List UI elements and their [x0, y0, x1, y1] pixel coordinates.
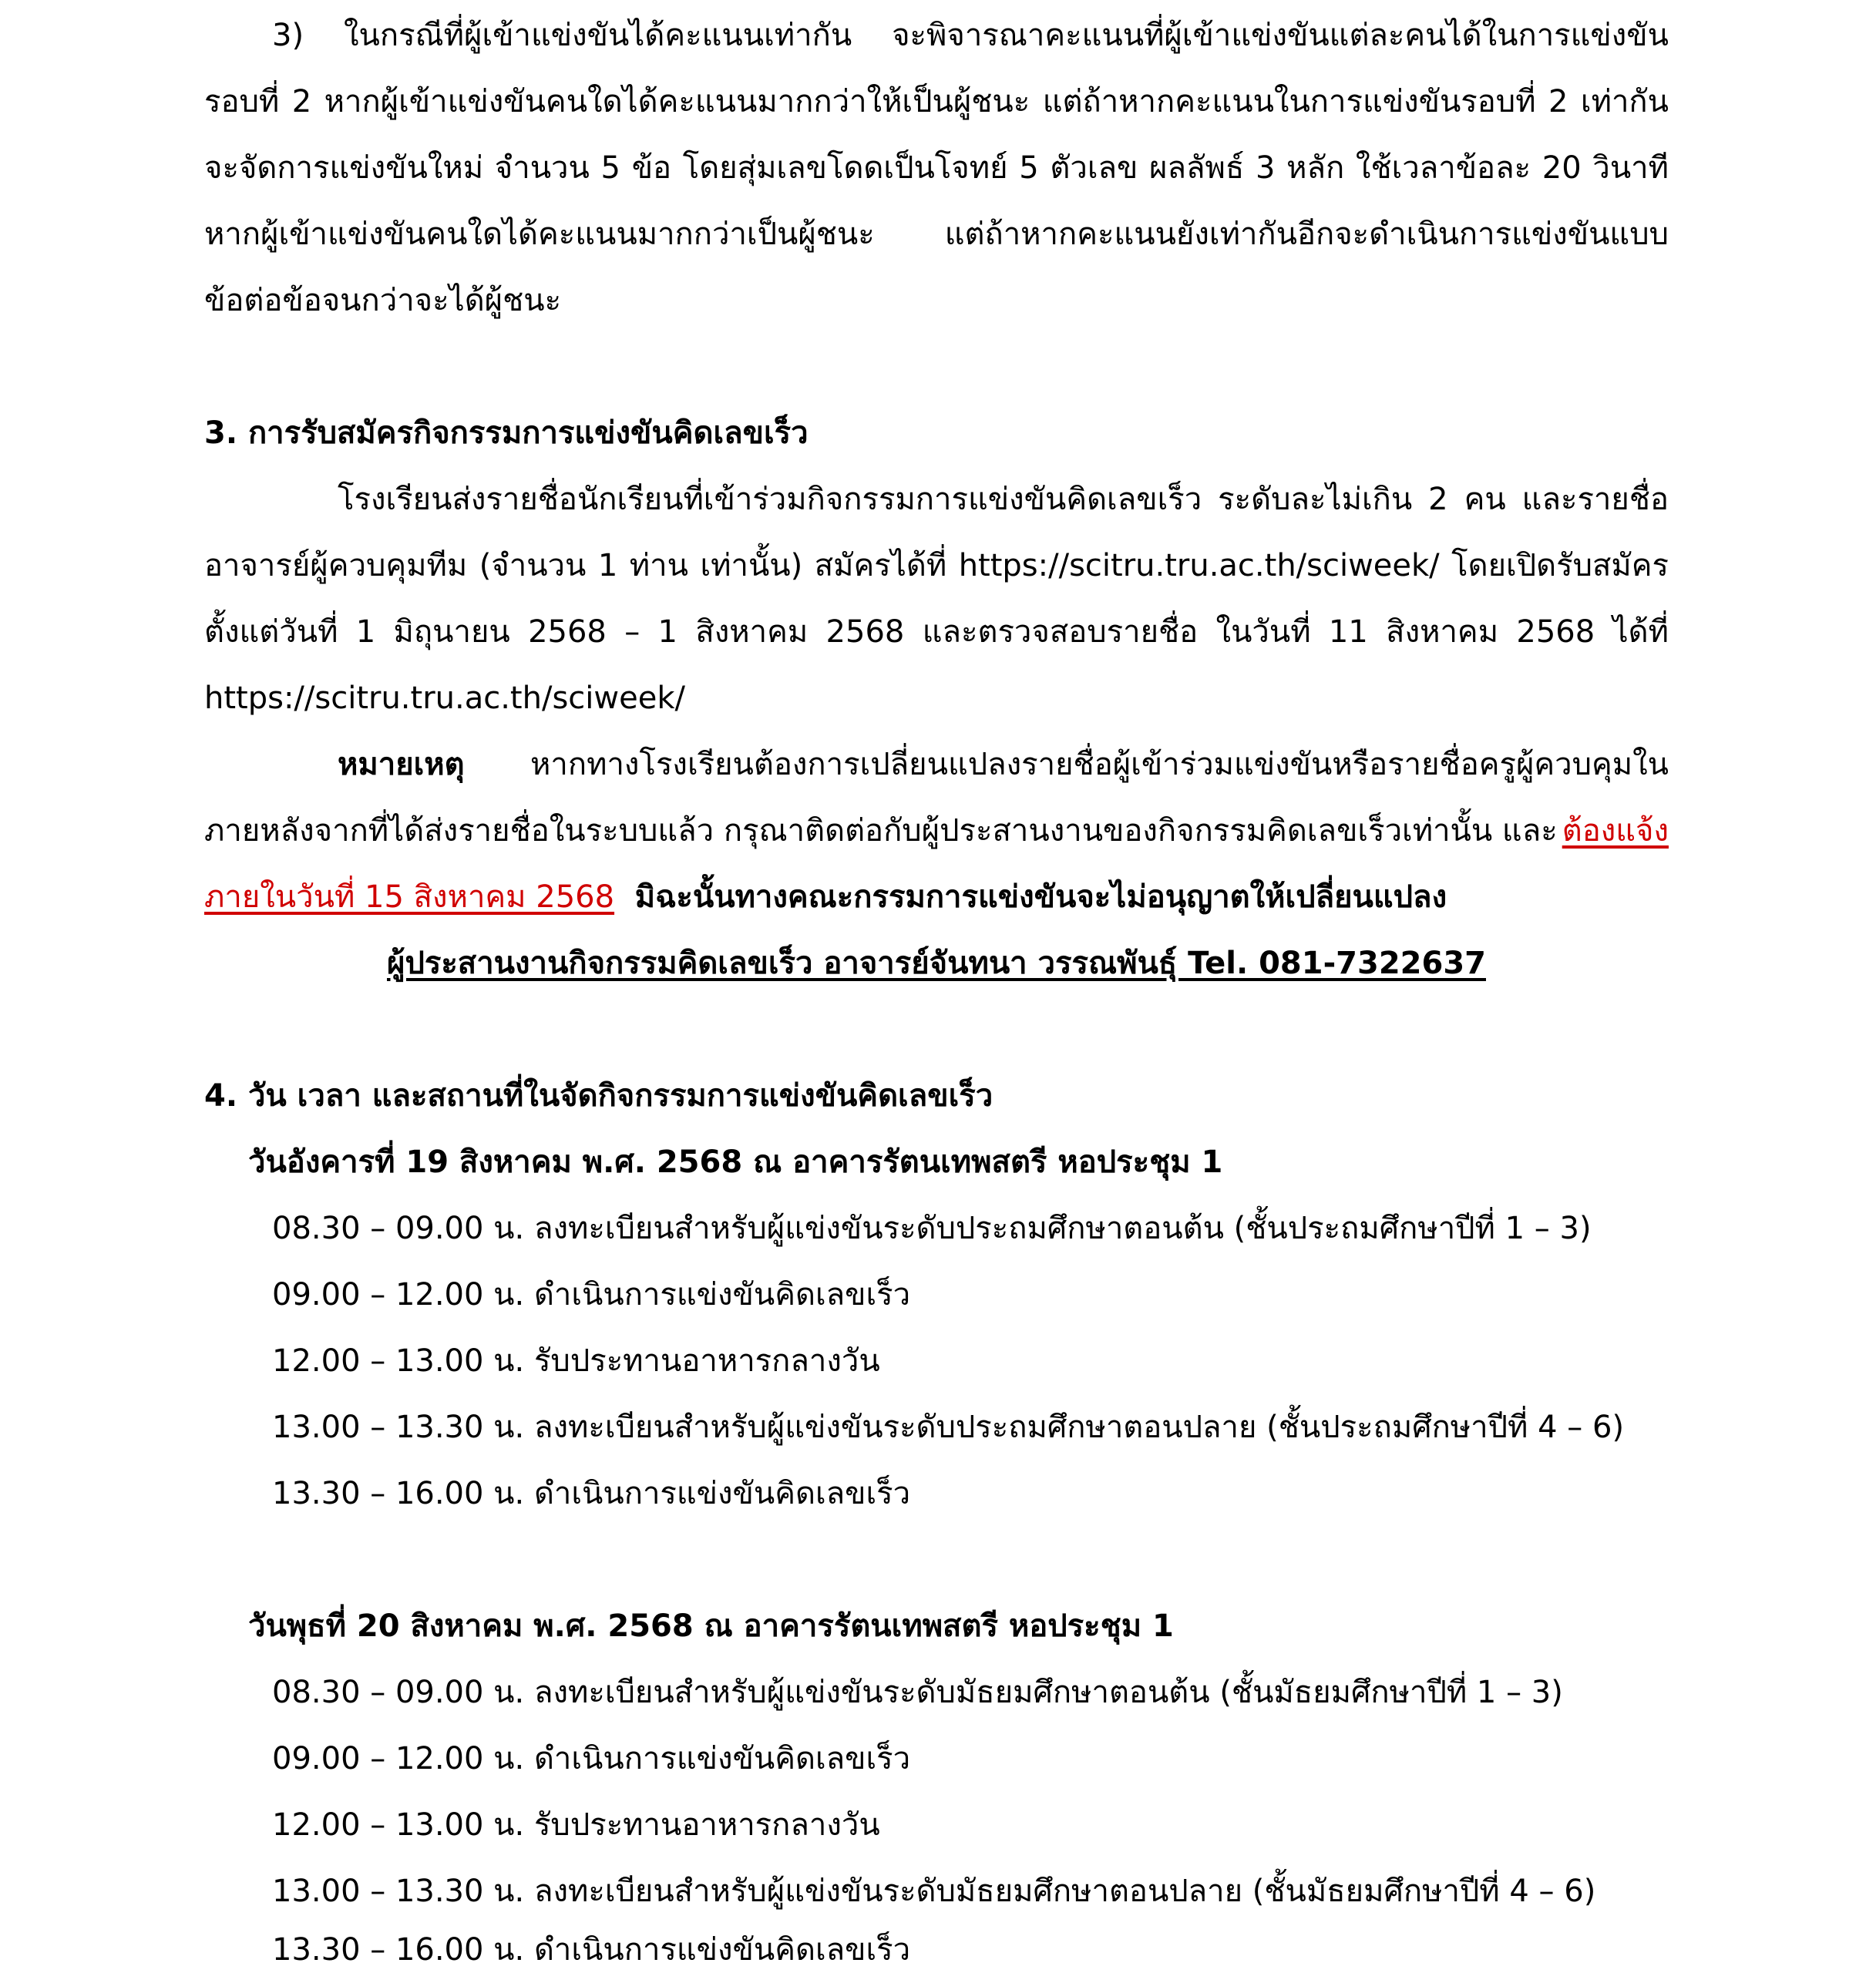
- section3-line-1: โรงเรียนส่งรายชื่อนักเรียนที่เข้าร่วมกิจกรรมการแข่งขันคิดเลขเร็ว ระดับละไม่เกิน 2 คน และรายชื่อ: [338, 482, 1669, 517]
- rule3-line-1: 3) ในกรณีที่ผู้เข้าแข่งขันได้คะแนนเท่ากัน จะพิจารณาคะแนนที่ผู้เข้าแข่งขันแต่ละคนได้ในการแข่งขัน: [272, 18, 1669, 53]
- note-line-1: [338, 741, 1669, 788]
- day2-title: วันพุธที่ 20 สิงหาคม พ.ศ. 2568 ณ อาคารรัตนเทพสตรี หอประชุม 1: [248, 1608, 1174, 1644]
- day1-item: 13.30 – 16.00 น. ดำเนินการแข่งขันคิดเลขเร็ว: [272, 1476, 911, 1511]
- day2-item: 13.00 – 13.30 น. ลงทะเบียนสำหรับผู้แข่งขันระดับมัธยมศึกษาตอนปลาย (ชั้นมัธยมศึกษาปีที่ 4 – 6): [272, 1874, 1596, 1909]
- rule3-line-3: จะจัดการแข่งขันใหม่ จำนวน 5 ข้อ โดยสุ่มเลขโดดเป็นโจทย์ 5 ตัวเลข ผลลัพธ์ 3 หลัก ใช้เวลาข้อละ 20 วินาที: [204, 150, 1669, 186]
- day1-title: วันอังคารที่ 19 สิงหาคม พ.ศ. 2568 ณ อาคารรัตนเทพสตรี หอประชุม 1: [248, 1144, 1223, 1180]
- day2-item: 08.30 – 09.00 น. ลงทะเบียนสำหรับผู้แข่งขันระดับมัธยมศึกษาตอนต้น (ชั้นมัธยมศึกษาปีที่ 1 – 3): [272, 1675, 1563, 1710]
- section3-heading: 3. การรับสมัครกิจกรรมการแข่งขันคิดเลขเร็ว: [204, 415, 809, 451]
- day2-item: 13.30 – 16.00 น. ดำเนินการแข่งขันคิดเลขเร็ว: [272, 1932, 911, 1968]
- rule3-line-2: รอบที่ 2 หากผู้เข้าแข่งขันคนใดได้คะแนนมากกว่าให้เป็นผู้ชนะ แต่ถ้าหากคะแนนในการแข่งขันรอบที่ 2 เท่ากัน: [204, 84, 1669, 119]
- day1-item: 12.00 – 13.00 น. รับประทานอาหารกลางวัน: [272, 1343, 880, 1379]
- coordinator-contact: ผู้ประสานงานกิจกรรมคิดเลขเร็ว อาจารย์จันทนา วรรณพันธุ์ Tel. 081-7322637: [387, 946, 1486, 981]
- deadline-part-2: ภายในวันที่ 15 สิงหาคม 2568: [204, 879, 615, 915]
- note-label: หมายเหตุ: [338, 747, 465, 782]
- note-line-2: [204, 808, 1669, 854]
- rule3-line-4: หากผู้เข้าแข่งขันคนใดได้คะแนนมากกว่าเป็นผู้ชนะ แต่ถ้าหากคะแนนยังเท่ากันอีกจะดำเนินการแข่งขันแบบ: [204, 217, 1669, 252]
- day2-item: 09.00 – 12.00 น. ดำเนินการแข่งขันคิดเลขเร็ว: [272, 1741, 911, 1776]
- section4-heading: 4. วัน เวลา และสถานที่ในจัดกิจกรรมการแข่งขันคิดเลขเร็ว: [204, 1078, 993, 1114]
- note-line-3: [204, 874, 1447, 920]
- section3-line-3: ตั้งแต่วันที่ 1 มิถุนายน 2568 – 1 สิงหาคม 2568 และตรวจสอบรายชื่อ ในวันที่ 11 สิงหาคม 2568 ได้ที่: [204, 614, 1669, 650]
- note-warning: มิฉะนั้นทางคณะกรรมการแข่งขันจะไม่อนุญาตให้เปลี่ยนแปลง: [634, 879, 1447, 915]
- day1-item: 09.00 – 12.00 น. ดำเนินการแข่งขันคิดเลขเร็ว: [272, 1277, 911, 1313]
- day2-item: 12.00 – 13.00 น. รับประทานอาหารกลางวัน: [272, 1807, 880, 1843]
- section3-line-2: อาจารย์ผู้ควบคุมทีม (จำนวน 1 ท่าน เท่านั้น) สมัครได้ที่ https://scitru.tru.ac.th/sciweek/ โดยเปิดรับสมัคร: [204, 548, 1669, 583]
- day1-item: 08.30 – 09.00 น. ลงทะเบียนสำหรับผู้แข่งขันระดับประถมศึกษาตอนต้น (ชั้นประถมศึกษาปีที่ 1 – 3): [272, 1211, 1592, 1246]
- note-line-1-text: หากทางโรงเรียนต้องการเปลี่ยนแปลงรายชื่อผู้เข้าร่วมแข่งขันหรือรายชื่อครูผู้ควบคุมใน: [530, 747, 1669, 782]
- day1-item: 13.00 – 13.30 น. ลงทะเบียนสำหรับผู้แข่งขันระดับประถมศึกษาตอนปลาย (ชั้นประถมศึกษาปีที่ 4 – 6): [272, 1410, 1625, 1445]
- note-line-2-text: ภายหลังจากที่ได้ส่งรายชื่อในระบบแล้ว กรุณาติดต่อกับผู้ประสานงานของกิจกรรมคิดเลขเร็วเท่านั้น และ: [204, 813, 1558, 849]
- section3-url: https://scitru.tru.ac.th/sciweek/: [204, 681, 685, 716]
- deadline-part-1: ต้องแจ้ง: [1562, 813, 1669, 849]
- rule3-line-5: ข้อต่อข้อจนกว่าจะได้ผู้ชนะ: [204, 283, 562, 318]
